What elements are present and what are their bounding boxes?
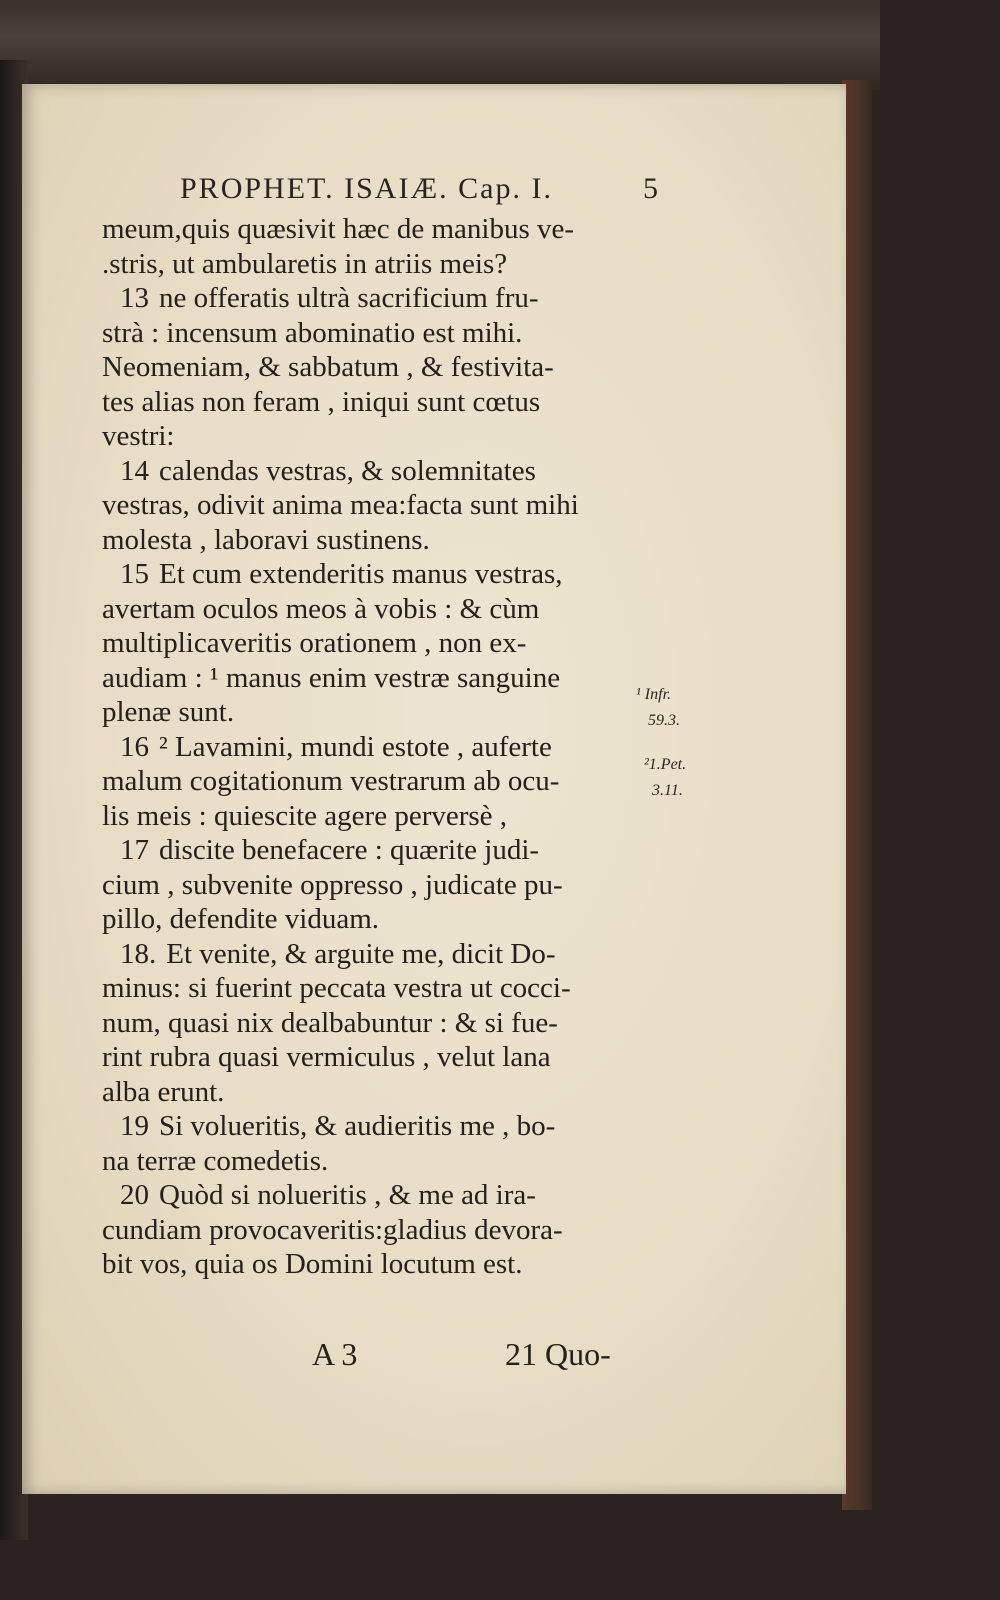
text-line: lis meis : quiescite agere perversè , <box>102 799 508 832</box>
text-line: tes alias non feram , iniqui sunt cœtus <box>102 385 541 418</box>
book-top-edge <box>0 0 880 90</box>
verse-17 <box>102 833 647 868</box>
text-line: Et cum extenderitis manus vestras, <box>159 558 563 590</box>
margin-note: 3.11. <box>652 782 683 799</box>
signature-mark: A 3 <box>312 1336 358 1372</box>
verse-number: 18. <box>120 937 157 970</box>
text-line: vestras, odivit anima mea:facta sunt mihi <box>102 489 579 521</box>
verse-number: 15 <box>120 558 149 590</box>
text-line: na terræ comedetis. <box>102 1144 329 1177</box>
text-line: Quòd si nolueritis , & me ad ira- <box>159 1179 536 1211</box>
text-line: meum,quis quæsivit hæc de manibus ve- <box>102 213 575 245</box>
running-title: PROPHET. ISAIÆ. Cap. I. <box>180 172 553 205</box>
text-line: audiam : ¹ manus enim vestræ sanguine <box>102 661 561 694</box>
text-line: rint rubra quasi vermiculus , velut lana <box>102 1041 551 1073</box>
text-line: molesta , laboravi sustinens. <box>102 523 430 556</box>
verse-number: 16 <box>120 730 149 763</box>
catchword: 21 Quo- <box>505 1336 611 1372</box>
text-line: Et venite, & arguite me, dicit Do- <box>166 937 556 970</box>
folio-number: 5 <box>643 172 660 205</box>
verse-15 <box>102 557 647 592</box>
margin-note: ²1.Pet. <box>644 756 687 773</box>
text-line: Si volueritis, & audieritis me , bo- <box>159 1110 556 1142</box>
verse-number: 20 <box>120 1179 149 1211</box>
margin-note: 59.3. <box>648 712 680 729</box>
text-line: pillo, defendite viduam. <box>102 903 380 935</box>
verse-number: 19 <box>120 1110 149 1142</box>
text-line: bit vos, quia os Domini locutum est. <box>102 1248 523 1280</box>
verse-number: 13 <box>120 282 149 314</box>
text-line: calendas vestras, & solemnitates <box>159 454 536 487</box>
verse-14 <box>102 454 647 489</box>
verse-number: 14 <box>120 454 149 487</box>
text-line: plenæ sunt. <box>102 696 235 728</box>
text-line: malum cogitationum vestrarum ab ocu- <box>102 765 560 797</box>
book-fore-edge <box>842 80 872 1510</box>
running-header <box>180 172 660 214</box>
text-line: cium , subvenite oppresso , judicate pu- <box>102 868 563 901</box>
verse-19 <box>102 1109 647 1144</box>
text-line: cundiam provocaveritis:gladius devora- <box>102 1213 563 1246</box>
text-line: .stris, ut ambularetis in atriis meis? <box>102 247 508 280</box>
verse-20 <box>102 1178 647 1213</box>
text-line: vestri: <box>102 420 175 452</box>
text-line: Neomeniam, & sabbatum , & festivita- <box>102 351 554 383</box>
text-line: minus: si fuerint peccata vestra ut cocci- <box>102 972 571 1004</box>
verse-number: 17 <box>120 834 149 866</box>
text-line: ne offeratis ultrà sacrificium fru- <box>159 282 539 314</box>
verse-13 <box>102 281 647 316</box>
verse-18 <box>102 937 647 972</box>
text-line: alba erunt. <box>102 1075 225 1108</box>
text-line: avertam oculos meos à vobis : & cùm <box>102 592 540 625</box>
text-line: strà : incensum abominatio est mihi. <box>102 316 523 349</box>
text-line: multiplicaveritis orationem , non ex- <box>102 627 527 659</box>
body-text <box>102 212 647 1282</box>
text-line: discite benefacere : quærite judi- <box>159 834 540 866</box>
text-line: num, quasi nix dealbabuntur : & si fue- <box>102 1006 558 1039</box>
verse-16 <box>102 730 647 765</box>
margin-note: ¹ Infr. <box>636 686 672 703</box>
text-line: ² Lavamini, mundi estote , auferte <box>159 730 552 763</box>
